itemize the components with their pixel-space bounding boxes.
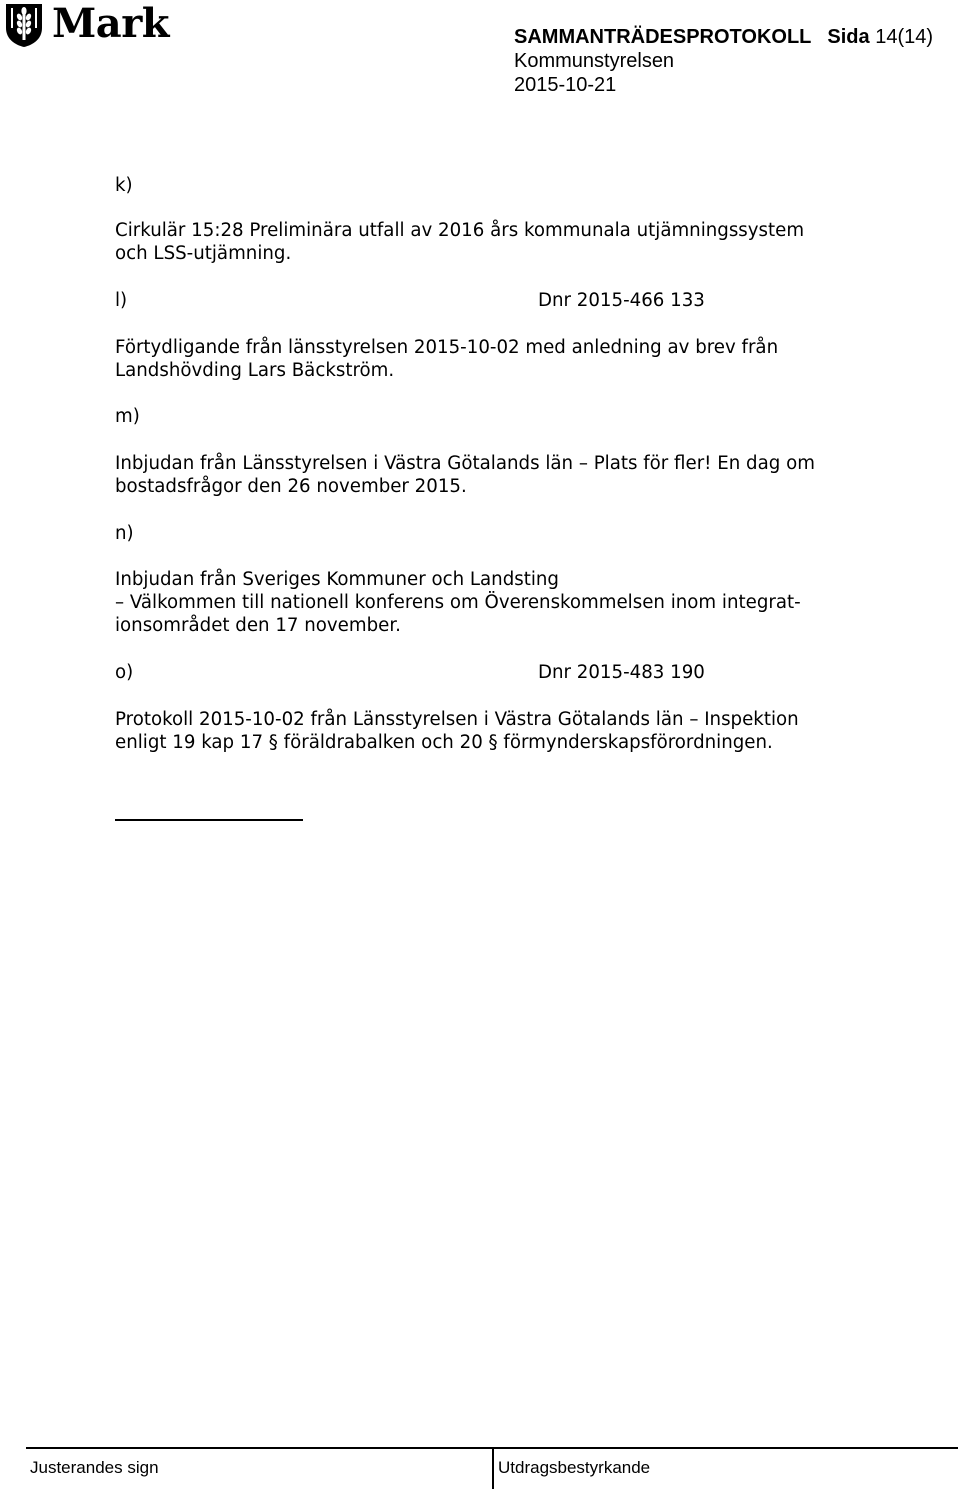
- item-letter-n: n): [115, 523, 134, 544]
- logo-wordmark: Mark: [52, 0, 169, 47]
- document-header: [514, 25, 933, 97]
- item-m-line-2: bostadsfrågor den 26 november 2015.: [115, 476, 467, 497]
- meeting-date: 2015-10-21: [514, 74, 617, 96]
- item-n-line-1: Inbjudan från Sveriges Kommuner och Landsting: [115, 569, 559, 590]
- item-o-line-1: Protokoll 2015-10-02 från Länsstyrelsen i Västra Götalands län – Inspektion: [115, 709, 799, 730]
- item-m-line-1: Inbjudan från Länsstyrelsen i Västra Götalands län – Plats för fler! En dag om: [115, 453, 815, 474]
- committee-name: Kommunstyrelsen: [514, 50, 675, 72]
- item-o-line-2: enligt 19 kap 17 § föräldrabalken och 20 § förmynderskapsförordningen.: [115, 732, 773, 753]
- item-k-line-2: och LSS-utjämning.: [115, 243, 292, 264]
- footer-divider: [492, 1447, 494, 1489]
- end-of-minutes-rule: [115, 819, 303, 821]
- item-letter-k: k): [115, 175, 133, 196]
- item-l-line-1: Förtydligande från länsstyrelsen 2015-10-02 med anledning av brev från: [115, 337, 779, 358]
- item-n-line-3: ionsområdet den 17 november.: [115, 615, 401, 636]
- item-k-line-1: Cirkulär 15:28 Preliminära utfall av 2016 års kommunala utjämningssystem: [115, 220, 805, 241]
- header-title-row: [514, 25, 933, 49]
- coat-of-arms-icon: [4, 2, 44, 48]
- item-n-line-2: – Välkommen till nationell konferens om Överenskommelsen inom integrat-: [115, 592, 801, 613]
- item-o-dnr: Dnr 2015-483 190: [538, 662, 705, 683]
- item-letter-o: o): [115, 662, 134, 683]
- municipality-logo: [4, 2, 169, 48]
- footer-utdragsbestyrkande-label: Utdragsbestyrkande: [498, 1458, 651, 1477]
- item-l-line-2: Landshövding Lars Bäckström.: [115, 360, 395, 381]
- item-letter-m: m): [115, 406, 140, 427]
- page-number: 14(14): [875, 26, 934, 48]
- page-label: Sida: [827, 26, 870, 48]
- footer-justerandes-sign-label: Justerandes sign: [30, 1458, 159, 1477]
- item-letter-l: l): [115, 290, 128, 311]
- document-type-title: SAMMANTRÄDESPROTOKOLL: [514, 26, 812, 48]
- item-l-dnr: Dnr 2015-466 133: [538, 290, 705, 311]
